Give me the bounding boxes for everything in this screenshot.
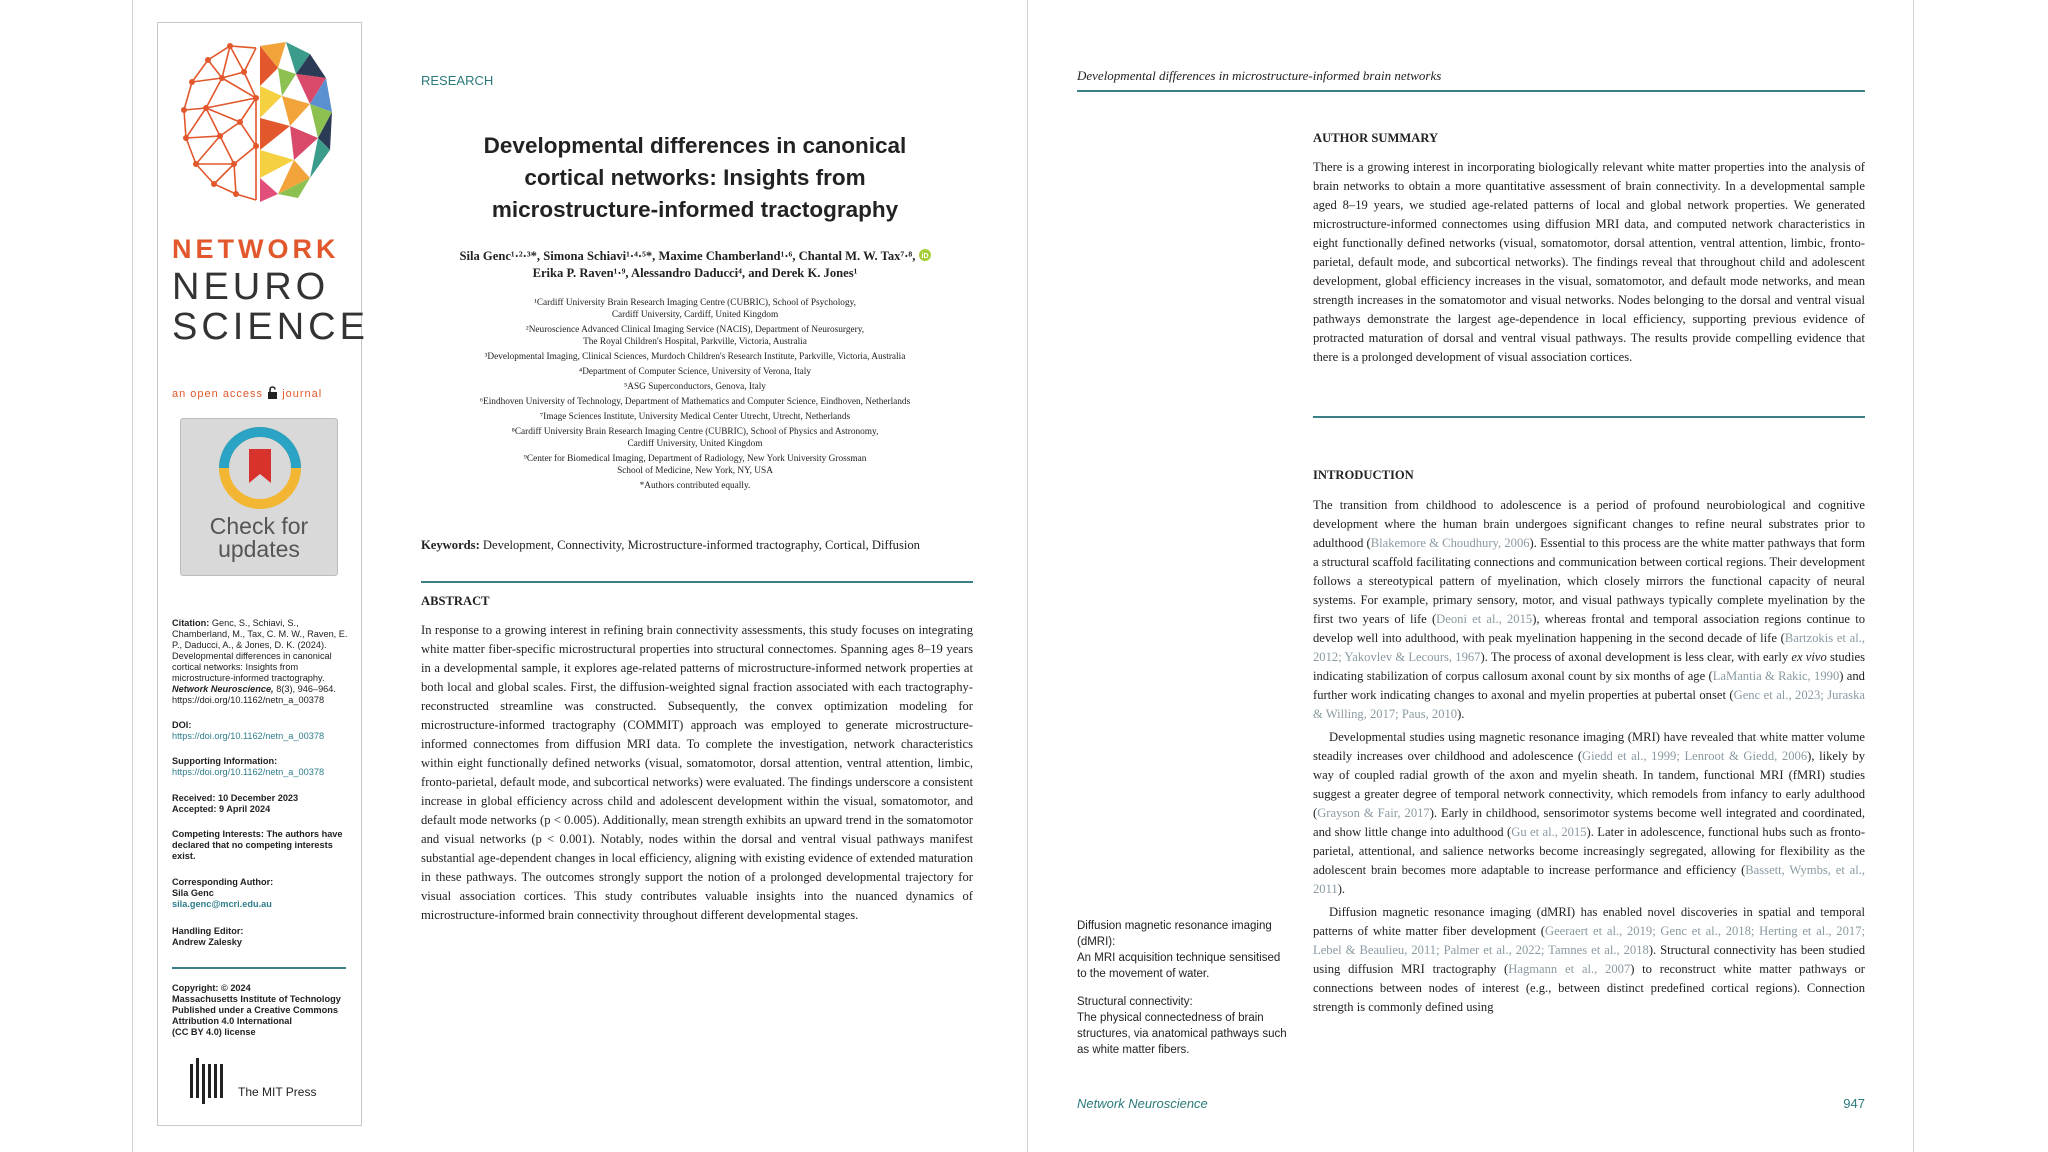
introduction-body	[1313, 496, 1865, 1017]
check-updates-line1: Check for	[209, 513, 309, 539]
sidebar-rule	[172, 967, 346, 969]
title-line3: microstructure-informed tractography	[491, 197, 899, 222]
citation-link[interactable]: Gu et al., 2015	[1511, 825, 1587, 839]
open-access-tagline	[172, 386, 322, 400]
citation-label: Citation:	[172, 618, 210, 628]
competing-block	[172, 829, 354, 862]
corresponding-email[interactable]: sila.genc@mcri.edu.au	[172, 899, 272, 909]
margin-note-term: Structural connectivity:	[1077, 996, 1193, 1008]
copyright-line3: Published under a Creative Commons	[172, 1005, 338, 1015]
title-line1: Developmental differences in canonical	[483, 133, 907, 158]
competing-text: The authors have declared that no competing interests exist.	[172, 829, 343, 861]
citation-link[interactable]: Geeraert et al., 2019; Genc et al., 2018; Herting et al., 2017; Lebel & Beaulieu, 2011; Palmer et al., 2022; Tamnes et al., 2018	[1313, 924, 1865, 957]
affiliation-line: ²Neuroscience Advanced Clinical Imaging Service (NACIS), Department of Neurosurgery,	[525, 325, 865, 335]
affiliation-line: Cardiff University, United Kingdom	[627, 439, 763, 449]
margin-note-structural	[1077, 994, 1287, 1058]
affiliations	[420, 297, 970, 492]
margin-note-definition: The physical connectedness of brain structures, via anatomical pathways such as white matter fibers.	[1077, 1012, 1287, 1056]
citation-link[interactable]: Bartzokis et al., 2012; Yakovlev & Lecours, 1967	[1313, 631, 1865, 664]
keywords-text: Development, Connectivity, Microstructure-informed tractography, Cortical, Diffusion	[482, 538, 920, 552]
intro-paragraph-1: The transition from childhood to adolescence is a period of profound neurobiological and cognitive development where the human brain undergoes significant changes to refine neural substrates prior to adulthood (Blakemore & Choudhury, 2006). Essential to this process are the white matter pathways that form a structural scaffold facilitating connections and communication between cortical regions. Their development follows a stereotypical pattern of myelination, which closely mirrors the functional capacity of neural systems. For example, primary sensory, motor, and visual pathways typically complete myelination by the first two years of life (Deoni et al., 2015), whereas frontal and temporal association regions continue to develop well into adulthood, with peak myelination happening in the second decade of life (Bartzokis et al., 2012; Yakovlev & Lecours, 1967). The process of axonal development is less clear, with early ex vivo studies indicating stabilization of corpus callosum axonal count by six months of age (LaMantia & Rakic, 1990) and further work indicating changes to axonal and myelin properties at pubertal onset (Genc et al., 2023; Juraska & Willing, 2017; Paus, 2010).	[1313, 498, 1865, 721]
journal-name-line1: NETWORK	[172, 234, 340, 264]
summary-rule	[1313, 416, 1865, 418]
citation-volume: 8(3), 946–964.	[276, 684, 336, 694]
affiliation-line: ³Developmental Imaging, Clinical Sciences, Murdoch Children's Research Institute, Parkville, Victoria, Australia	[484, 352, 906, 362]
affiliation-line: ⁸Cardiff University Brain Research Imaging Centre (CUBRIC), School of Physics and Astronomy,	[511, 427, 879, 437]
citation-link[interactable]: Hagmann et al., 2007	[1508, 962, 1631, 976]
affiliation-line: ⁶Eindhoven University of Technology, Department of Mathematics and Computer Science, Eindhoven, Netherlands	[479, 397, 911, 407]
copyright-line2: Massachusetts Institute of Technology	[172, 994, 341, 1004]
affiliation-line: Cardiff University, Cardiff, United Kingdom	[611, 310, 779, 320]
orcid-icon[interactable]	[919, 249, 931, 261]
supporting-link[interactable]: https://doi.org/10.1162/netn_a_00378	[172, 767, 325, 777]
abstract-rule	[421, 581, 973, 583]
citation-link[interactable]: Deoni et al., 2015	[1436, 612, 1533, 626]
authors-line1: Sila Genc¹·²·³*, Simona Schiavi¹·⁴·⁵*, Maxime Chamberland¹·⁶, Chantal M. W. Tax⁷·⁸, iD	[420, 248, 970, 265]
corresponding-name: Sila Genc	[172, 888, 214, 898]
author-list	[420, 248, 970, 282]
intro-paragraph-3: Diffusion magnetic resonance imaging (dMRI) has enabled novel discoveries in spatial and temporal patterns of white matter fiber development (Geeraert et al., 2019; Genc et al., 2018; Herting et al., 2017; Lebel & Beaulieu, 2011; Palmer et al., 2022; Tamnes et al., 2018). Structural connectivity has been studied using diffusion MRI tractography (Hagmann et al., 2007) to reconstruct white matter pathways or connections between nodes of interest (e.g., between distinct predefined cortical regions). Connection strength is commonly defined using	[1313, 905, 1865, 1014]
check-for-updates-badge[interactable]	[180, 418, 338, 576]
corresponding-label: Corresponding Author:	[172, 877, 274, 887]
authors-line2: Erika P. Raven¹·⁹, Alessandro Daducci⁴, and Derek K. Jones¹	[532, 266, 858, 280]
running-header: Developmental differences in microstructure-informed brain networks	[1077, 68, 1442, 83]
check-for-updates-icon	[219, 427, 301, 509]
article-title	[420, 130, 970, 226]
open-lock-icon	[267, 386, 278, 399]
mit-press-logo-icon	[189, 1058, 229, 1104]
brain-logo-icon	[178, 38, 338, 226]
affiliation-line: ⁴Department of Computer Science, University of Verona, Italy	[578, 367, 812, 377]
open-access-prefix: an open access	[172, 388, 264, 400]
doi-link[interactable]: https://doi.org/10.1162/netn_a_00378	[172, 731, 325, 741]
author-summary-body: There is a growing interest in incorporating biologically relevant white matter properties into the analysis of brain networks to obtain a more quantitative assessment of brain connectivity. In a developmental sample aged 8–19 years, we studied age-related patterns of local and global network properties. We generated microstructure-informed connectomes using diffusion MRI data, and computed network characteristics in eight functionally defined networks (visual, somatomotor, dorsal attention, ventral attention, limbic, fronto-parietal, default mode, and subcortical networks). The findings reveal that throughout child and adolescent development, global efficiency increases in the visual, somatomotor, and default mode networks, and mean strength increases in the somatomotor and visual networks. Nodes belonging to the dorsal and ventral visual pathways demonstrate the largest age-dependence in local efficiency, supporting previous evidence of protracted maturation of dorsal and ventral visual pathways. The results provide compelling evidence that there is a prolonged development of visual association cortices.	[1313, 160, 1865, 364]
copyright-block	[172, 983, 354, 1038]
affiliation-line: *Authors contributed equally.	[639, 481, 751, 491]
citation-text: Genc, S., Schiavi, S., Chamberland, M., Tax, C. M. W., Raven, E. P., Daducci, A., & Jones, D. K. (2024). Developmental differences in canonical cortical networks: Insights from microstructure-informed tractography.	[172, 618, 348, 683]
affiliation-line: ¹Cardiff University Brain Research Imaging Centre (CUBRIC), School of Psychology,	[534, 298, 856, 308]
title-line2: cortical networks: Insights from	[524, 165, 866, 190]
svg-text:iD: iD	[921, 253, 929, 260]
page-divider	[1027, 0, 1028, 1152]
journal-name-line2: NEURO	[172, 266, 330, 308]
abstract-heading: ABSTRACT	[421, 594, 490, 608]
author-summary-heading: AUTHOR SUMMARY	[1313, 131, 1439, 145]
header-rule	[1077, 90, 1865, 92]
margin-note-dmri	[1077, 918, 1287, 982]
open-access-suffix: journal	[282, 388, 323, 400]
publisher-name: The MIT Press	[238, 1085, 317, 1099]
citation-doi[interactable]: https://doi.org/10.1162/netn_a_00378	[172, 695, 325, 705]
doi-block	[172, 720, 354, 742]
corresponding-block	[172, 877, 354, 910]
citation-link[interactable]: Grayson & Fair, 2017	[1317, 806, 1430, 820]
citation-link[interactable]: LaMantia & Rakic, 1990	[1712, 669, 1840, 683]
section-label: RESEARCH	[421, 73, 494, 88]
page-number: 947	[1843, 1096, 1865, 1111]
margin-note-term: Diffusion magnetic resonance imaging (dMRI):	[1077, 920, 1272, 948]
introduction-heading: INTRODUCTION	[1313, 468, 1414, 482]
intro-paragraph-2: Developmental studies using magnetic resonance imaging (MRI) have revealed that white matter volume steadily increases over childhood and adolescence (Giedd et al., 1999; Lenroot & Giedd, 2006), likely by way of coupled radial growth of the axon and myelin sheath. In tandem, functional MRI (fMRI) studies suggest a greater degree of temporal network connectivity, which remodels from infancy to early adulthood (Grayson & Fair, 2017). Early in childhood, sensorimotor systems become well integrated and coordinated, and show little change into adulthood (Gu et al., 2015). Later in adolescence, functional hubs such as fronto-parietal, attentional, and salience networks become increasingly segregated, allowing for flexibility as the adolescent brain becomes more adaptable to increase performance and efficiency (Bassett, Wymbs, et al., 2011).	[1313, 730, 1866, 896]
copyright-line4: Attribution 4.0 International	[172, 1016, 292, 1026]
affiliation-line: ⁷Image Sciences Institute, University Medical Center Utrecht, Utrecht, Netherlands	[539, 412, 851, 422]
supporting-block	[172, 756, 354, 778]
keywords-label: Keywords:	[421, 538, 480, 552]
footer-journal: Network Neuroscience	[1077, 1096, 1208, 1111]
affiliation-line: ⁹Center for Biomedical Imaging, Department of Radiology, New York University Grossman	[523, 454, 867, 464]
citation-link[interactable]: Giedd et al., 1999; Lenroot & Giedd, 2006	[1582, 749, 1808, 763]
dates-block	[172, 793, 354, 815]
check-updates-line2: updates	[218, 536, 300, 562]
abstract-body: In response to a growing interest in refining brain connectivity assessments, this study focuses on integrating white matter fiber-specific microstructural properties into structural connectomes. Spanning ages 8–19 years in a developmental sample, it explores age-related patterns of microstructure-informed network properties at both local and global scales. First, the diffusion-weighted signal fraction associated with each tractography-reconstructed streamline was constructed. Subsequently, the convex optimization modeling for microstructure-informed tractography (COMMIT) approach was employed to generate microstructure-informed connectomes from diffusion MRI data. To complete the investigation, network characteristics within eight functionally defined networks (visual, somatomotor, dorsal attention, ventral attention, limbic, fronto-parietal, default mode, and subcortical networks) were evaluated. The findings underscore a consistent increase in global efficiency across child and adolescent development within the visual, somatomotor, and default mode networks (p < 0.005). Additionally, mean strength exhibits an upward trend in the somatomotor and visual networks (p < 0.001). Notably, nodes within the dorsal and ventral visual pathways manifest substantial age-dependent changes in local efficiency, aligning with existing evidence of extended maturation in these pathways. The outcomes strongly support the notion of a prolonged developmental trajectory for visual association cortices. This study contributes valuable insights into the nuanced dynamics of microstructure-informed brain connectivity throughout different developmental stages.	[421, 623, 973, 922]
citation-link[interactable]: Blakemore & Choudhury, 2006	[1370, 536, 1530, 550]
affiliation-line: The Royal Children's Hospital, Parkville, Victoria, Australia	[583, 337, 807, 347]
doi-label: DOI:	[172, 720, 192, 730]
handling-block	[172, 926, 354, 948]
citation-link[interactable]: Genc et al., 2023; Juraska & Willing, 2017; Paus, 2010	[1313, 688, 1865, 721]
copyright-line5: (CC BY 4.0) license	[172, 1027, 256, 1037]
keywords	[421, 538, 981, 553]
handling-label: Handling Editor:	[172, 926, 244, 936]
right-page-edge	[1913, 0, 1914, 1152]
citation-block	[172, 618, 354, 706]
affiliation-line: ⁵ASG Superconductors, Genova, Italy	[624, 382, 766, 392]
left-page-edge	[132, 0, 133, 1152]
received-date: Received: 10 December 2023	[172, 793, 299, 803]
citation-link[interactable]: Bassett, Wymbs, et al., 2011	[1313, 863, 1865, 896]
citation-journal: Network Neuroscience,	[172, 684, 274, 694]
supporting-label: Supporting Information:	[172, 756, 278, 766]
handling-name: Andrew Zalesky	[172, 937, 242, 947]
journal-name-line3: SCIENCE	[172, 306, 369, 348]
accepted-date: Accepted: 9 April 2024	[172, 804, 271, 814]
margin-note-definition: An MRI acquisition technique sensitised to the movement of water.	[1077, 952, 1281, 980]
copyright-line1: Copyright: © 2024	[172, 983, 251, 993]
affiliation-line: School of Medicine, New York, NY, USA	[617, 466, 773, 476]
competing-label: Competing Interests:	[172, 829, 264, 839]
